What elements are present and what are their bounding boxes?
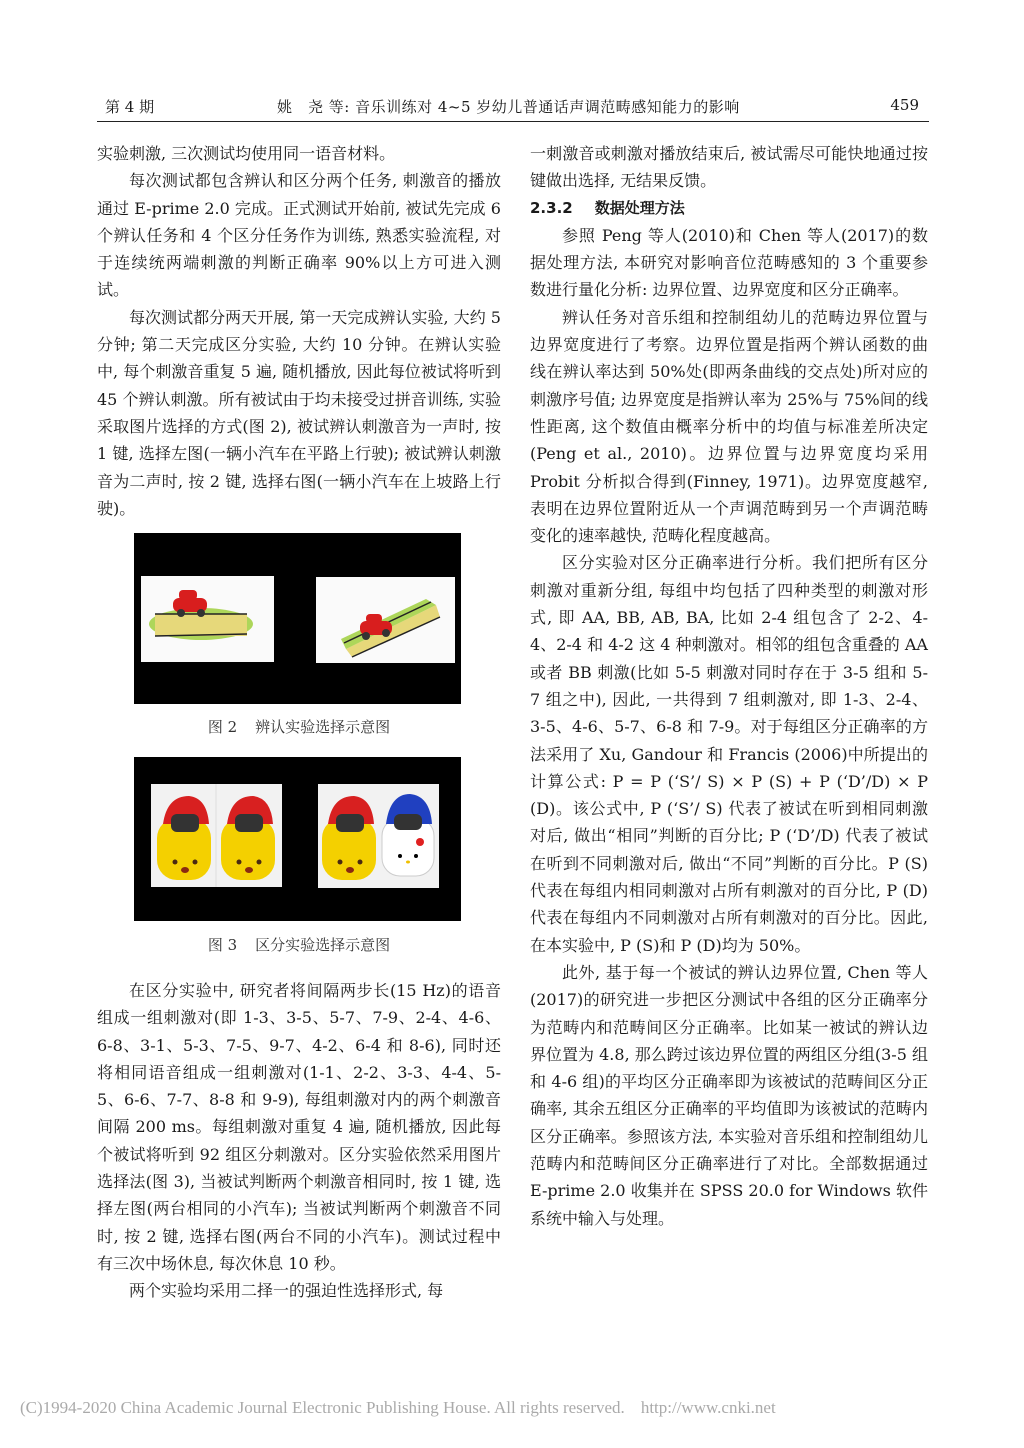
paragraph: 参照 Peng 等人(2010)和 Chen 等人(2017)的数据处理方法, 本研究对影响音位范畴感知的 3 个重要参数进行量化分析: 边界位置、边界宽度和区分正确率。	[530, 225, 928, 300]
paragraph: 一刺激音或刺激对播放结束后, 被试需尽可能快地通过按键做出选择, 无结果反馈。	[530, 144, 928, 191]
footer-url[interactable]: http://www.cnki.net	[640, 1398, 776, 1417]
paragraph: 实验刺激, 三次测试均使用同一语音材料。	[97, 144, 396, 163]
paragraph: 每次测试都分两天开展, 第一天完成辨认实验, 大约 5 分钟; 第二天完成区分实验, 大约 10 分钟。在辨认实验中, 每个刺激音重复 5 遍, 随机播放, 因此每位被试将听到 45 个辨认刺激。所有被试由于均未接受过拼音训练, 实验采取图片选择的方式(图 2), 被试辨认刺激音为一声时, 按 1 键, 选择左图(一辆小汽车在平路上行驶); 被试辨认刺激音为二声时, 按 2 键, 选择右图(一辆小汽车在上坡路上行驶)。	[97, 307, 501, 518]
figure-2-image	[134, 533, 461, 704]
page-number: 459	[890, 96, 919, 114]
uphill-road-car-panel	[316, 577, 455, 663]
uphill-road-car-icon	[316, 577, 455, 663]
issue-number: 第 4 期	[105, 98, 155, 116]
copyright-footer	[20, 1398, 776, 1418]
figure-number: 图 3	[207, 936, 238, 954]
section-heading	[530, 195, 928, 222]
paragraph: 辨认任务对音乐组和控制组幼儿的范畴边界位置与边界宽度进行了考察。边界位置是指两个辨认函数的曲线在辨认率达到 50%处(即两条曲线的交点处)所对应的刺激序号值; 边界宽度是指辨认率为 25%与 75%间的线性距离, 这个数值由概率分析中的均值与标准差所决定(Peng et al., 2010)。边界位置与边界宽度均采用 Probit 分析拟合得到(Finney, 1971)。边界宽度越窄, 表明在边界位置附近从一个声调范畴到另一个声调范畴变化的速率越快, 范畴化程度越高。	[530, 307, 928, 546]
running-title: 姚 尧 等: 音乐训练对 4~5 岁幼儿普通话声调范畴感知能力的影响	[277, 98, 740, 116]
left-column-continued	[97, 977, 501, 1305]
figure-3-caption	[97, 934, 501, 955]
paragraph: 每次测试都包含辨认和区分两个任务, 刺激音的播放通过 E-prime 2.0 完成。正式测试开始前, 被试先完成 6 个辨认任务和 4 个区分任务作为训练, 熟悉实验流程, 对于连续统两端刺激的判断正确率 90%以上方可进入测试。	[97, 171, 501, 300]
figure-2-caption	[97, 716, 501, 737]
flat-road-car-icon	[141, 576, 274, 662]
different-cars-panel	[318, 784, 439, 888]
flat-road-car-panel	[141, 576, 274, 662]
copyright-text: (C)1994-2020 China Academic Journal Electronic Publishing House. All rights reserved.	[20, 1398, 625, 1417]
figure-3-image	[134, 757, 461, 921]
paragraph: 在区分实验中, 研究者将间隔两步长(15 Hz)的语音组成一组刺激对(即 1-3、3-5、5-7、7-9、2-4、4-6、6-8、3-1、5-3、7-5、9-7、4-2、6-4 和 8-6), 同时还将相同语音组成一组刺激对(1-1、2-2、3-3、4-4、5-5、6-6、7-7、8-8 和 9-9), 每组刺激对内的两个刺激音间隔 200 ms。每组刺激对重复 4 遍, 随机播放, 因此每个被试将听到 92 组区分刺激对。区分实验依然采用图片选择法(图 3), 当被试判断两个刺激音相同时, 按 1 键, 选择左图(两台相同的小汽车); 当被试判断两个刺激音不同时, 按 2 键, 选择右图(两台不同的小汽车)。测试过程中有三次中场休息, 每次休息 10 秒。	[97, 981, 501, 1273]
figure-caption-text: 区分实验选择示意图	[255, 936, 391, 954]
two-different-toy-cars-icon	[318, 784, 439, 888]
header-rule	[97, 121, 929, 122]
right-column	[530, 140, 928, 1232]
paragraph: 两个实验均采用二择一的强迫性选择形式, 每	[129, 1281, 444, 1301]
figure-number: 图 2	[207, 718, 238, 736]
paragraph: 区分实验对区分正确率进行分析。我们把所有区分刺激对重新分组, 每组中均包括了四种类型的刺激对形式, 即 AA, BB, AB, BA, 比如 2-4 组包含了 2-2、4-4、2-4 和 4-2 这 4 种刺激对。相邻的组包含重叠的 AA 或者 BB 刺激(比如 5-5 刺激对同时存在于 3-5 组和 5-7 组之中), 因此, 一共得到 7 组刺激对, 即 1-3、2-4、3-5、4-6、5-7、6-8 和 7-9。对于每组区分正确率的方法采用了 Xu, Gandour 和 Francis (2006)中所提出的计算公式: P = P (‘S’/ S) × P (S) + P (‘D’/D) × P (D)。该公式中, P (‘S’/ S) 代表了被试在听到相同刺激对后, 做出“相同”判断的百分比; P (‘D’/D) 代表了被试在听到不同刺激对后, 做出“不同”判断的百分比。P (S)代表在每组内相同刺激对占所有刺激对的百分比, P (D)代表在每组内不同刺激对占所有刺激对的百分比。因此, 在本实验中, P (S)和 P (D)均为 50%。	[530, 553, 928, 955]
running-header	[97, 96, 929, 120]
two-identical-toy-cars-icon	[151, 784, 282, 887]
same-cars-panel	[151, 784, 282, 887]
paragraph: 此外, 基于每一个被试的辨认边界位置, Chen 等人(2017)的研究进一步把区分测试中各组的区分正确率分为范畴内和范畴间区分正确率。比如某一被试的辨认边界位置为 4.8, 那么跨过该边界位置的两组区分组(3-5 组和 4-6 组)的平均区分正确率即为该被试的范畴间区分正确率, 其余五组区分正确率的平均值即为该被试的范畴内区分正确率。参照该方法, 本实验对音乐组和控制组幼儿范畴内和范畴间区分正确率进行了对比。全部数据通过 E-prime 2.0 收集并在 SPSS 20.0 for Windows 软件系统中输入与处理。	[530, 962, 928, 1228]
figure-caption-text: 辨认实验选择示意图	[255, 718, 391, 736]
left-column	[97, 140, 501, 522]
section-number: 2.3.2	[530, 198, 573, 217]
section-title: 数据处理方法	[594, 198, 685, 217]
